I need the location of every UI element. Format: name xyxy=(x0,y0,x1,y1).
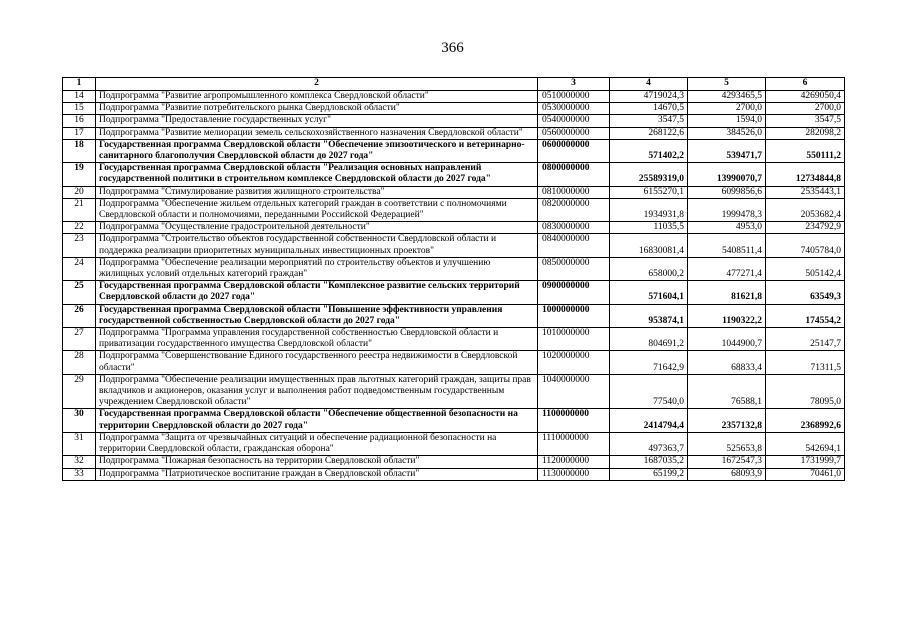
amount-col5-cell: 539471,7 xyxy=(688,139,766,162)
program-name-cell: Подпрограмма "Развитие потребительского рынка Свердловской области" xyxy=(96,103,538,115)
program-name-cell: Подпрограмма "Защита от чрезвычайных ситуаций и обеспечение радиационной безопасности на территории Свердловской области, гражданская оборона" xyxy=(96,432,538,455)
row-number-cell: 26 xyxy=(63,304,96,327)
target-code-cell: 1020000000 xyxy=(538,351,610,374)
amount-col4-cell: 14670,5 xyxy=(610,103,688,115)
target-code-cell: 0900000000 xyxy=(538,281,610,304)
page-number: 366 xyxy=(441,40,464,56)
table-row xyxy=(63,115,845,127)
amount-col6-cell: 78095,0 xyxy=(766,374,845,409)
target-code-cell: 0800000000 xyxy=(538,163,610,186)
amount-col6-cell: 71311,5 xyxy=(766,351,845,374)
row-number-cell: 21 xyxy=(63,198,96,221)
table-row xyxy=(63,234,845,257)
amount-col4-cell: 658000,2 xyxy=(610,257,688,280)
amount-col6-cell: 12734844,8 xyxy=(766,163,845,186)
amount-col4-cell: 11035,5 xyxy=(610,222,688,234)
table-row xyxy=(63,351,845,374)
amount-col4-cell: 804691,2 xyxy=(610,328,688,351)
amount-col5-cell: 1044900,7 xyxy=(688,328,766,351)
target-code-cell: 0850000000 xyxy=(538,257,610,280)
amount-col4-cell: 571402,2 xyxy=(610,139,688,162)
amount-col4-cell: 3547,5 xyxy=(610,115,688,127)
amount-col5-cell: 1999478,3 xyxy=(688,198,766,221)
table-row xyxy=(63,304,845,327)
amount-col4-cell: 16830081,4 xyxy=(610,234,688,257)
row-number-cell: 31 xyxy=(63,432,96,455)
program-name-cell: Подпрограмма "Обеспечение реализации имущественных прав льготных категорий граждан, защиты прав вкладчиков и акционеров, оказания услуг и выполнения работ подведомственным государственным учреждением Свердловской области" xyxy=(96,374,538,409)
amount-col6-cell: 234792,9 xyxy=(766,222,845,234)
table-header-row xyxy=(63,78,845,91)
amount-col5-cell: 4953,0 xyxy=(688,222,766,234)
amount-col5-cell: 2700,0 xyxy=(688,103,766,115)
table-row xyxy=(63,257,845,280)
row-number-cell: 14 xyxy=(63,91,96,103)
amount-col4-cell: 65199,2 xyxy=(610,468,688,480)
amount-col4-cell: 77540,0 xyxy=(610,374,688,409)
amount-col6-cell: 282098,2 xyxy=(766,127,845,139)
row-number-cell: 16 xyxy=(63,115,96,127)
amount-col6-cell: 3547,5 xyxy=(766,115,845,127)
header-cell: 3 xyxy=(538,78,610,91)
program-name-cell: Подпрограмма "Развитие агропромышленного комплекса Свердловской области" xyxy=(96,91,538,103)
target-code-cell: 1000000000 xyxy=(538,304,610,327)
amount-col4-cell: 268122,6 xyxy=(610,127,688,139)
program-name-cell: Государственная программа Свердловской области "Повышение эффективности управления государственной собственностью Свердловской области до 2027 года" xyxy=(96,304,538,327)
target-code-cell: 0560000000 xyxy=(538,127,610,139)
row-number-cell: 32 xyxy=(63,456,96,468)
target-code-cell: 1110000000 xyxy=(538,432,610,455)
amount-col4-cell: 953874,1 xyxy=(610,304,688,327)
header-cell: 4 xyxy=(610,78,688,91)
amount-col5-cell: 68093,9 xyxy=(688,468,766,480)
amount-col5-cell: 2357132,8 xyxy=(688,409,766,432)
amount-col4-cell: 1934931,8 xyxy=(610,198,688,221)
table-row xyxy=(63,409,845,432)
program-name-cell: Подпрограмма "Программа управления государственной собственностью Свердловской области и приватизации государственного имущества Свердловской области" xyxy=(96,328,538,351)
table-row xyxy=(63,186,845,198)
program-name-cell: Государственная программа Свердловской области "Обеспечение эпизоотического и ветеринарно-санитарного благополучия Свердловской области до 2027 года" xyxy=(96,139,538,162)
program-name-cell: Подпрограмма "Предоставление государственных услуг" xyxy=(96,115,538,127)
target-code-cell: 0830000000 xyxy=(538,222,610,234)
table-row xyxy=(63,103,845,115)
amount-col5-cell: 68833,4 xyxy=(688,351,766,374)
table-row xyxy=(63,163,845,186)
table-row xyxy=(63,127,845,139)
program-name-cell: Подпрограмма "Осуществление градостроительной деятельности" xyxy=(96,222,538,234)
amount-col4-cell: 2414794,4 xyxy=(610,409,688,432)
row-number-cell: 23 xyxy=(63,234,96,257)
program-name-cell: Подпрограмма "Совершенствование Единого государственного реестра недвижимости в Свердловской области" xyxy=(96,351,538,374)
header-cell: 1 xyxy=(63,78,96,91)
amount-col6-cell: 1731999,7 xyxy=(766,456,845,468)
amount-col5-cell: 76588,1 xyxy=(688,374,766,409)
amount-col5-cell: 1672547,3 xyxy=(688,456,766,468)
row-number-cell: 18 xyxy=(63,139,96,162)
table-row xyxy=(63,91,845,103)
amount-col6-cell: 70461,0 xyxy=(766,468,845,480)
amount-col4-cell: 25589319,0 xyxy=(610,163,688,186)
row-number-cell: 29 xyxy=(63,374,96,409)
amount-col5-cell: 81621,8 xyxy=(688,281,766,304)
row-number-cell: 25 xyxy=(63,281,96,304)
target-code-cell: 1120000000 xyxy=(538,456,610,468)
table-row xyxy=(63,468,845,480)
row-number-cell: 24 xyxy=(63,257,96,280)
amount-col4-cell: 571604,1 xyxy=(610,281,688,304)
amount-col5-cell: 5408511,4 xyxy=(688,234,766,257)
amount-col4-cell: 1687035,2 xyxy=(610,456,688,468)
amount-col5-cell: 6099856,6 xyxy=(688,186,766,198)
table-row xyxy=(63,222,845,234)
row-number-cell: 19 xyxy=(63,163,96,186)
amount-col5-cell: 1594,0 xyxy=(688,115,766,127)
amount-col5-cell: 4293465,5 xyxy=(688,91,766,103)
amount-col4-cell: 497363,7 xyxy=(610,432,688,455)
amount-col6-cell: 7405784,0 xyxy=(766,234,845,257)
target-code-cell: 0540000000 xyxy=(538,115,610,127)
table-body xyxy=(63,91,845,481)
amount-col6-cell: 63549,3 xyxy=(766,281,845,304)
amount-col5-cell: 384526,0 xyxy=(688,127,766,139)
amount-col6-cell: 2535443,1 xyxy=(766,186,845,198)
header-cell: 2 xyxy=(96,78,538,91)
amount-col5-cell: 13990070,7 xyxy=(688,163,766,186)
target-code-cell: 0810000000 xyxy=(538,186,610,198)
row-number-cell: 27 xyxy=(63,328,96,351)
program-name-cell: Государственная программа Свердловской области "Комплексное развитие сельских территорий Свердловской области до 2027 года" xyxy=(96,281,538,304)
amount-col6-cell: 2368992,6 xyxy=(766,409,845,432)
program-name-cell: Подпрограмма "Патриотическое воспитание граждан в Свердловской области" xyxy=(96,468,538,480)
table-row xyxy=(63,328,845,351)
amount-col6-cell: 505142,4 xyxy=(766,257,845,280)
row-number-cell: 20 xyxy=(63,186,96,198)
amount-col5-cell: 477271,4 xyxy=(688,257,766,280)
program-name-cell: Подпрограмма "Пожарная безопасность на территории Свердловской области" xyxy=(96,456,538,468)
table-row xyxy=(63,374,845,409)
amount-col6-cell: 2700,0 xyxy=(766,103,845,115)
amount-col5-cell: 525653,8 xyxy=(688,432,766,455)
amount-col6-cell: 4269050,4 xyxy=(766,91,845,103)
table-row xyxy=(63,139,845,162)
amount-col4-cell: 71642,9 xyxy=(610,351,688,374)
program-name-cell: Подпрограмма "Обеспечение жильем отдельных категорий граждан в соответствии с полномочиями Свердловской области и полномочиями, переданными Российской Федерацией" xyxy=(96,198,538,221)
program-name-cell: Подпрограмма "Стимулирование развития жилищного строительства" xyxy=(96,186,538,198)
target-code-cell: 0530000000 xyxy=(538,103,610,115)
amount-col6-cell: 550111,2 xyxy=(766,139,845,162)
program-name-cell: Подпрограмма "Строительство объектов государственной собственности Свердловской области и поддержка реализации приоритетных муниципальных инвестиционных проектов" xyxy=(96,234,538,257)
target-code-cell: 0820000000 xyxy=(538,198,610,221)
amount-col6-cell: 25147,7 xyxy=(766,328,845,351)
header-cell: 5 xyxy=(688,78,766,91)
row-number-cell: 15 xyxy=(63,103,96,115)
amount-col6-cell: 2053682,4 xyxy=(766,198,845,221)
target-code-cell: 0510000000 xyxy=(538,91,610,103)
amount-col6-cell: 174554,2 xyxy=(766,304,845,327)
row-number-cell: 33 xyxy=(63,468,96,480)
row-number-cell: 28 xyxy=(63,351,96,374)
target-code-cell: 1010000000 xyxy=(538,328,610,351)
program-name-cell: Государственная программа Свердловской области "Обеспечение общественной безопасности на территории Свердловской области до 2027 года" xyxy=(96,409,538,432)
target-code-cell: 0840000000 xyxy=(538,234,610,257)
row-number-cell: 17 xyxy=(63,127,96,139)
row-number-cell: 22 xyxy=(63,222,96,234)
amount-col6-cell: 542694,1 xyxy=(766,432,845,455)
budget-table xyxy=(62,77,845,481)
target-code-cell: 0600000000 xyxy=(538,139,610,162)
program-name-cell: Подпрограмма "Развитие мелиорации земель сельскохозяйственного назначения Свердловской области" xyxy=(96,127,538,139)
program-name-cell: Государственная программа Свердловской области "Реализация основных направлений государственной политики в строительном комплексе Свердловской области до 2027 года" xyxy=(96,163,538,186)
amount-col4-cell: 4719024,3 xyxy=(610,91,688,103)
target-code-cell: 1100000000 xyxy=(538,409,610,432)
header-cell: 6 xyxy=(766,78,845,91)
table-row xyxy=(63,281,845,304)
target-code-cell: 1040000000 xyxy=(538,374,610,409)
table-row xyxy=(63,432,845,455)
table-row xyxy=(63,456,845,468)
program-name-cell: Подпрограмма "Обеспечение реализации мероприятий по строительству объектов и улучшению жилищных условий отдельных категорий граждан" xyxy=(96,257,538,280)
table-row xyxy=(63,198,845,221)
target-code-cell: 1130000000 xyxy=(538,468,610,480)
amount-col4-cell: 6155270,1 xyxy=(610,186,688,198)
row-number-cell: 30 xyxy=(63,409,96,432)
amount-col5-cell: 1190322,2 xyxy=(688,304,766,327)
